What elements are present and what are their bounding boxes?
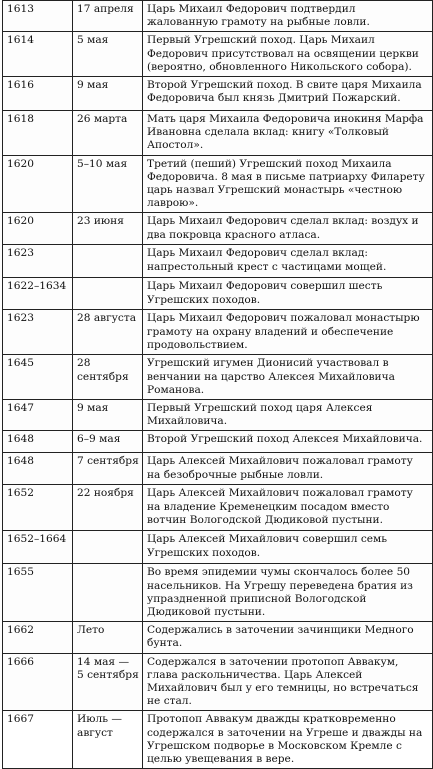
event-cell: Царь Алексей Михайлович пожаловал грамоту на безоброчные рыбные ловли. [143, 453, 433, 485]
event-cell: Царь Михаил Федорович подтвердил жалованную грамоту на рыбные ловли. [143, 1, 433, 32]
event-cell: Царь Алексей Михайлович пожаловал грамоту на владение Кременецким посадом вместо вотчин Вологодской Дюдиковой пустыни. [143, 485, 433, 531]
table-row [3, 310, 433, 355]
table-row [3, 77, 433, 111]
event-cell: Протопоп Аввакум дважды кратковременно содержался в заточении на Угреше и дважды на Угрешском подворье в Московском Кремле с целью увещевания в вере. [143, 711, 433, 769]
date-cell [73, 278, 143, 310]
table-row [3, 32, 433, 77]
event-cell: Царь Михаил Федорович совершил шесть Угрешских походов. [143, 278, 433, 310]
year-cell: 1667 [3, 711, 73, 769]
year-cell: 1618 [3, 111, 73, 156]
table-row [3, 711, 433, 769]
table-row [3, 453, 433, 485]
event-cell: Первый Угрешский поход царя Алексея Михайловича. [143, 400, 433, 431]
date-cell: 6–9 мая [73, 431, 143, 453]
date-cell: Лето [73, 622, 143, 653]
date-cell: 5–10 мая [73, 155, 143, 213]
date-cell: 22 ноября [73, 485, 143, 531]
table-row [3, 213, 433, 245]
date-cell: 26 марта [73, 111, 143, 156]
year-cell: 1614 [3, 32, 73, 77]
event-cell: Угрешский игумен Дионисий участвовал в венчании на царство Алексея Михайловича Романова. [143, 355, 433, 400]
event-cell: Содержались в заточении зачинщики Медного бунта. [143, 622, 433, 653]
table-row [3, 431, 433, 453]
table-row [3, 155, 433, 213]
event-cell: Мать царя Михаила Федоровича инокиня Марфа Ивановна сделала вклад: книгу «Толковый Апостол». [143, 111, 433, 156]
table-row [3, 245, 433, 278]
year-cell: 1645 [3, 355, 73, 400]
year-cell: 1652 [3, 485, 73, 531]
table-row [3, 485, 433, 531]
year-cell: 1666 [3, 653, 73, 711]
date-cell: 23 июня [73, 213, 143, 245]
table-row [3, 531, 433, 564]
date-cell: 5 мая [73, 32, 143, 77]
event-cell: Второй Угрешский поход. В свите царя Михаила Федоровича был князь Дмитрий Пожарский. [143, 77, 433, 111]
table-row [3, 111, 433, 156]
year-cell: 1620 [3, 213, 73, 245]
event-cell: Царь Михаил Федорович пожаловал монастырю грамоту на охрану владений и обеспечение продовольствием. [143, 310, 433, 355]
year-cell: 1648 [3, 453, 73, 485]
event-cell: Второй Угрешский поход Алексея Михайловича. [143, 431, 433, 453]
date-cell [73, 531, 143, 564]
table-row [3, 400, 433, 431]
year-cell: 1623 [3, 310, 73, 355]
date-cell: 28 сентября [73, 355, 143, 400]
table-row [3, 355, 433, 400]
table-row [3, 622, 433, 653]
year-cell: 1623 [3, 245, 73, 278]
date-cell: 14 мая — 5 сентября [73, 653, 143, 711]
event-cell: Царь Михаил Федорович сделал вклад: воздух и два покровца красного атласа. [143, 213, 433, 245]
year-cell: 1613 [3, 1, 73, 32]
event-cell: Царь Михаил Федорович сделал вклад: напрестольный крест с частицами мощей. [143, 245, 433, 278]
year-cell: 1616 [3, 77, 73, 111]
date-cell: Июль — август [73, 711, 143, 769]
event-cell: Первый Угрешский поход. Царь Михаил Федорович присутствовал на освящении церкви (вероятно, обновленного Никольского собора). [143, 32, 433, 77]
year-cell: 1655 [3, 564, 73, 622]
year-cell: 1647 [3, 400, 73, 431]
date-cell: 9 мая [73, 77, 143, 111]
event-cell: Во время эпидемии чумы скончалось более 50 насельников. На Угрешу переведена братия из упраздненной приписной Вологодской Дюдиковой пустыни. [143, 564, 433, 622]
event-cell: Царь Алексей Михайлович совершил семь Угрешских походов. [143, 531, 433, 564]
date-cell [73, 245, 143, 278]
table-row [3, 564, 433, 622]
event-cell: Содержался в заточении протопоп Аввакум, глава раскольничества. Царь Алексей Михайлович был у его темницы, но встречаться не стал. [143, 653, 433, 711]
year-cell: 1652–1664 [3, 531, 73, 564]
date-cell: 17 апреля [73, 1, 143, 32]
year-cell: 1622–1634 [3, 278, 73, 310]
chronicle-table [2, 0, 433, 769]
date-cell: 28 августа [73, 310, 143, 355]
year-cell: 1662 [3, 622, 73, 653]
event-cell: Третий (пеший) Угрешский поход Михаила Федоровича. 8 мая в письме патриарху Филарету царь назвал Угрешский монастырь «честною лаврою». [143, 155, 433, 213]
table-row [3, 1, 433, 32]
table-row [3, 653, 433, 711]
date-cell: 7 сентября [73, 453, 143, 485]
year-cell: 1620 [3, 155, 73, 213]
date-cell [73, 564, 143, 622]
date-cell: 9 мая [73, 400, 143, 431]
table-row [3, 278, 433, 310]
year-cell: 1648 [3, 431, 73, 453]
